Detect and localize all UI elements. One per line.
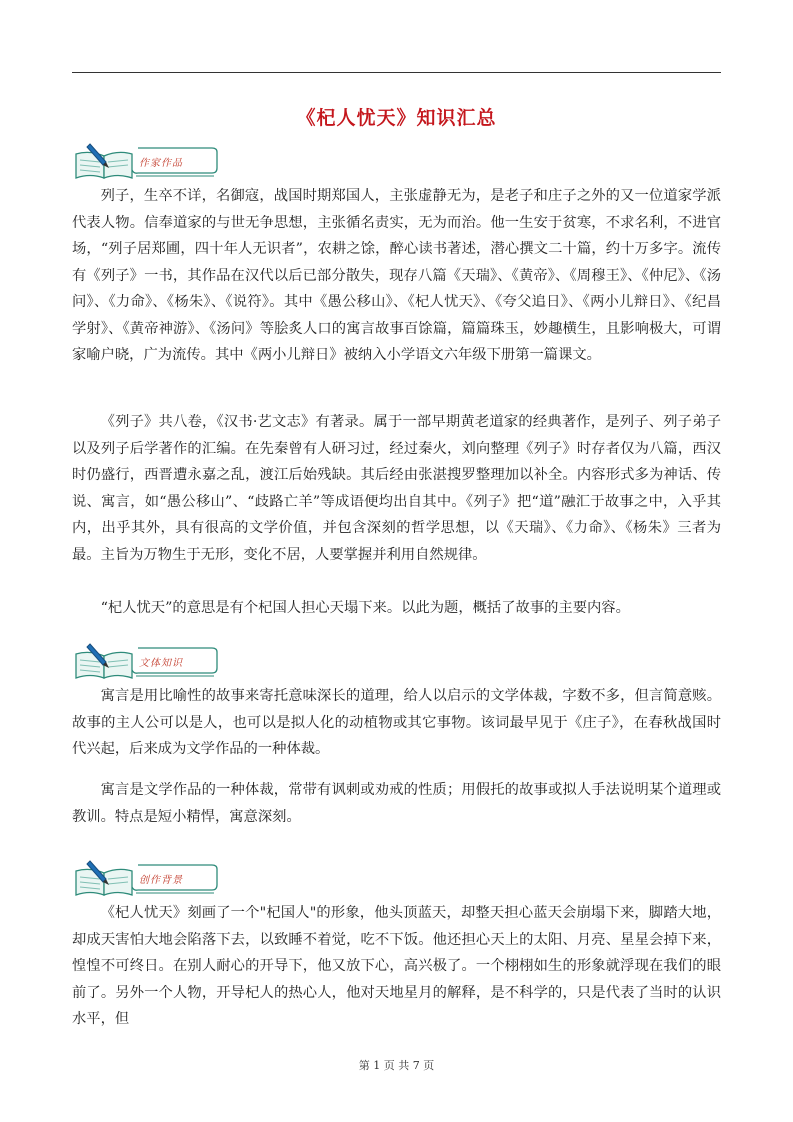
paragraph: 《杞人忧天》刻画了一个"杞国人"的形象，他头顶蓝天，却整天担心蓝天会崩塌下来，脚踏大地，却成天害怕大地会陷落下去，以致睡不着觉，吃不下饭。他还担心天上的太阳、月亮、星星会掉下来，惶惶不可终日。在别人耐心的开导下，他又放下心，高兴极了。一个栩栩如生的形象就浮现在我们的眼前了。另外一个人物，开导杞人的热心人，他对天地星月的解释，是不科学的，只是代表了当时的认识水平，但 — [72, 905, 721, 1027]
header-rule — [72, 72, 721, 73]
page-footer: 第 1 页 共 7 页 — [358, 1059, 435, 1072]
paragraph: 寓言是用比喻性的故事来寄托意味深长的道理，给人以启示的文学体裁，字数不多，但言简意赅。故事的主人公可以是人，也可以是拟人化的动植物或其它事物。该词最早见于《庄子》，在春秋战国时代兴起，后来成为文学作品的一种体裁。 — [72, 688, 721, 757]
paragraph: 《列子》共八卷，《汉书·艺文志》有著录。属于一部早期黄老道家的经典著作，是列子、列子弟子以及列子后学著作的汇编。在先秦曾有人研习过，经过秦火，刘向整理《列子》时存者仅为八篇，西汉时仍盛行，西晋遭永嘉之乱，渡江后始残缺。其后经由张湛搜罗整理加以补全。内容形式多为神话、传说、寓言，如“愚公移山”、“歧路亡羊”等成语便均出自其中。《列子》把“道”融汇于故事之中，入乎其内，出乎其外，具有很高的文学价值，并包含深刻的哲学思想，以《天瑞》、《力命》、《杨朱》三者为最。主旨为万物生于无形，变化不居，人要掌握并利用自然规律。 — [72, 414, 721, 563]
section-header-author — [72, 140, 222, 182]
section-label: 作家作品 — [139, 158, 183, 169]
section-header-genre — [72, 640, 222, 682]
section-label: 文体知识 — [139, 658, 183, 669]
page-title: 《杞人忧天》知识汇总 — [296, 107, 497, 129]
paragraph: 寓言是文学作品的一种体裁，常带有讽刺或劝戒的性质；用假托的故事或拟人手法说明某个道理或教训。特点是短小精悍，寓意深刻。 — [72, 782, 721, 825]
paragraph: “杞人忧天”的意思是有个杞国人担心天塌下来。以此为题，概括了故事的主要内容。 — [100, 600, 630, 616]
section-label: 创作背景 — [139, 875, 183, 886]
section-header-background — [72, 857, 222, 899]
paragraph: 列子，生卒不详，名御寇，战国时期郑国人，主张虚静无为，是老子和庄子之外的又一位道家学派代表人物。信奉道家的与世无争思想，主张循名责实，无为而治。他一生安于贫寒，不求名利，不进官场，“列子居郑圃，四十年人无识者”，农耕之馀，醉心读书著述，潜心撰文二十篇，约十万多字。流传有《列子》一书，其作品在汉代以后已部分散失，现存八篇《天瑞》、《黄帝》、《周穆王》、《仲尼》、《汤问》、《力命》、《杨朱》、《说符》。其中《愚公移山》、《杞人忧天》、《夸父追日》、《两小儿辩日》、《纪昌学射》、《黄帝神游》、《汤问》等脍炙人口的寓言故事百馀篇，篇篇珠玉，妙趣横生，且影响极大，可谓家喻户晓，广为流传。其中《两小儿辩日》被纳入小学语文六年级下册第一篇课文。 — [72, 188, 721, 363]
